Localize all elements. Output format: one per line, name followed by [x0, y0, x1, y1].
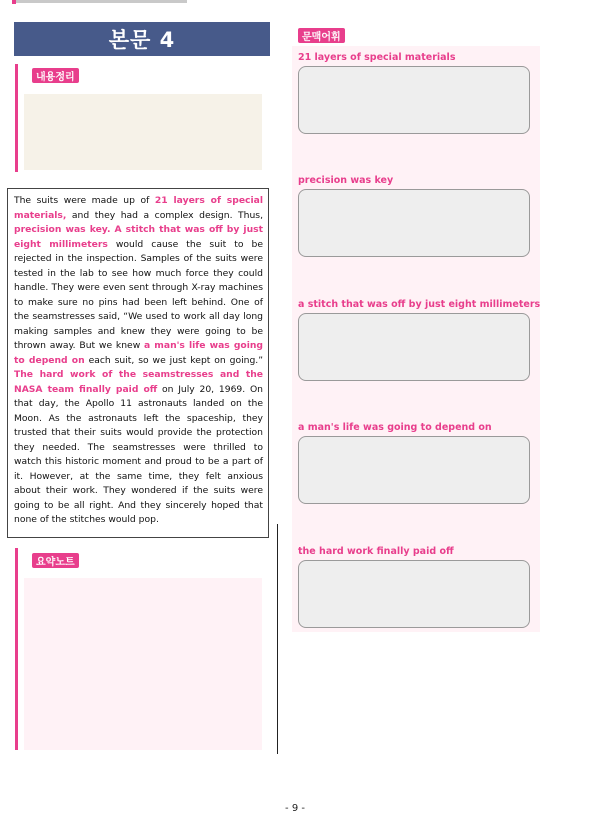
highlighted-phrase: a man's life was going to depend on	[14, 340, 263, 366]
vocab-answer-box[interactable]	[298, 66, 530, 134]
highlighted-phrase: The hard work of the seamstresses and the NASA team finally paid off	[14, 369, 263, 395]
header-decoration	[12, 0, 187, 3]
highlighted-phrase: 21 layers of special materials,	[14, 195, 263, 221]
vocab-label: 21 layers of special materials	[298, 52, 456, 63]
vocab-label: a stitch that was off by just eight millimeters	[298, 299, 541, 310]
passage-segment: The suits were made up of	[14, 195, 155, 206]
summary-note-area[interactable]	[24, 578, 262, 750]
vocab-answer-box[interactable]	[298, 313, 530, 381]
note-accent-bar	[15, 548, 18, 750]
section-title: 본문 4	[14, 22, 270, 56]
page-number: - 9 -	[285, 803, 305, 814]
passage-box	[7, 188, 269, 538]
vocab-answer-box[interactable]	[298, 189, 530, 257]
vocab-label: a man's life was going to depend on	[298, 422, 492, 433]
passage-segment: and they had a complex design. Thus,	[66, 209, 263, 221]
column-divider	[277, 524, 278, 754]
summary-accent-bar	[15, 64, 18, 172]
passage-segment: would cause the suit to be rejected in the inspection. Samples of the suits were tested in the lab to see how much force they could handle. They were even sent through X-ray machines to make sure no pins had been left behind. One of the seamstresses said, “We used to work all day long making samples and knew they were going to be thrown away. But we knew	[14, 238, 264, 351]
vocab-label: the hard work finally paid off	[298, 546, 454, 557]
summary-tag: 내용정리	[32, 68, 79, 83]
vocab-answer-box[interactable]	[298, 560, 530, 628]
vocab-answer-box[interactable]	[298, 436, 530, 504]
passage-segment: each suit, so we just kept on going.”	[84, 354, 263, 366]
highlighted-phrase: precision was key. A stitch that was off by just eight millimeters	[14, 224, 263, 250]
passage-text	[14, 194, 263, 528]
vocab-tag: 문맥어휘	[298, 28, 345, 43]
passage-segment: on July 20, 1969. On that day, the Apollo 11 astronauts landed on the Moon. As the astronauts left the spaceship, they trusted that their suits would provide the protection they needed. The seamstresses were thrilled to watch this historic moment and proud to be a part of it. However, at the same time, they felt anxious about their work. They wondered if the suits were going to be all right. And they sincerely hoped that none of the stitches would pop.	[14, 383, 263, 525]
summary-area[interactable]	[24, 94, 262, 170]
vocab-label: precision was key	[298, 175, 394, 186]
note-tag: 요약노트	[32, 553, 79, 568]
